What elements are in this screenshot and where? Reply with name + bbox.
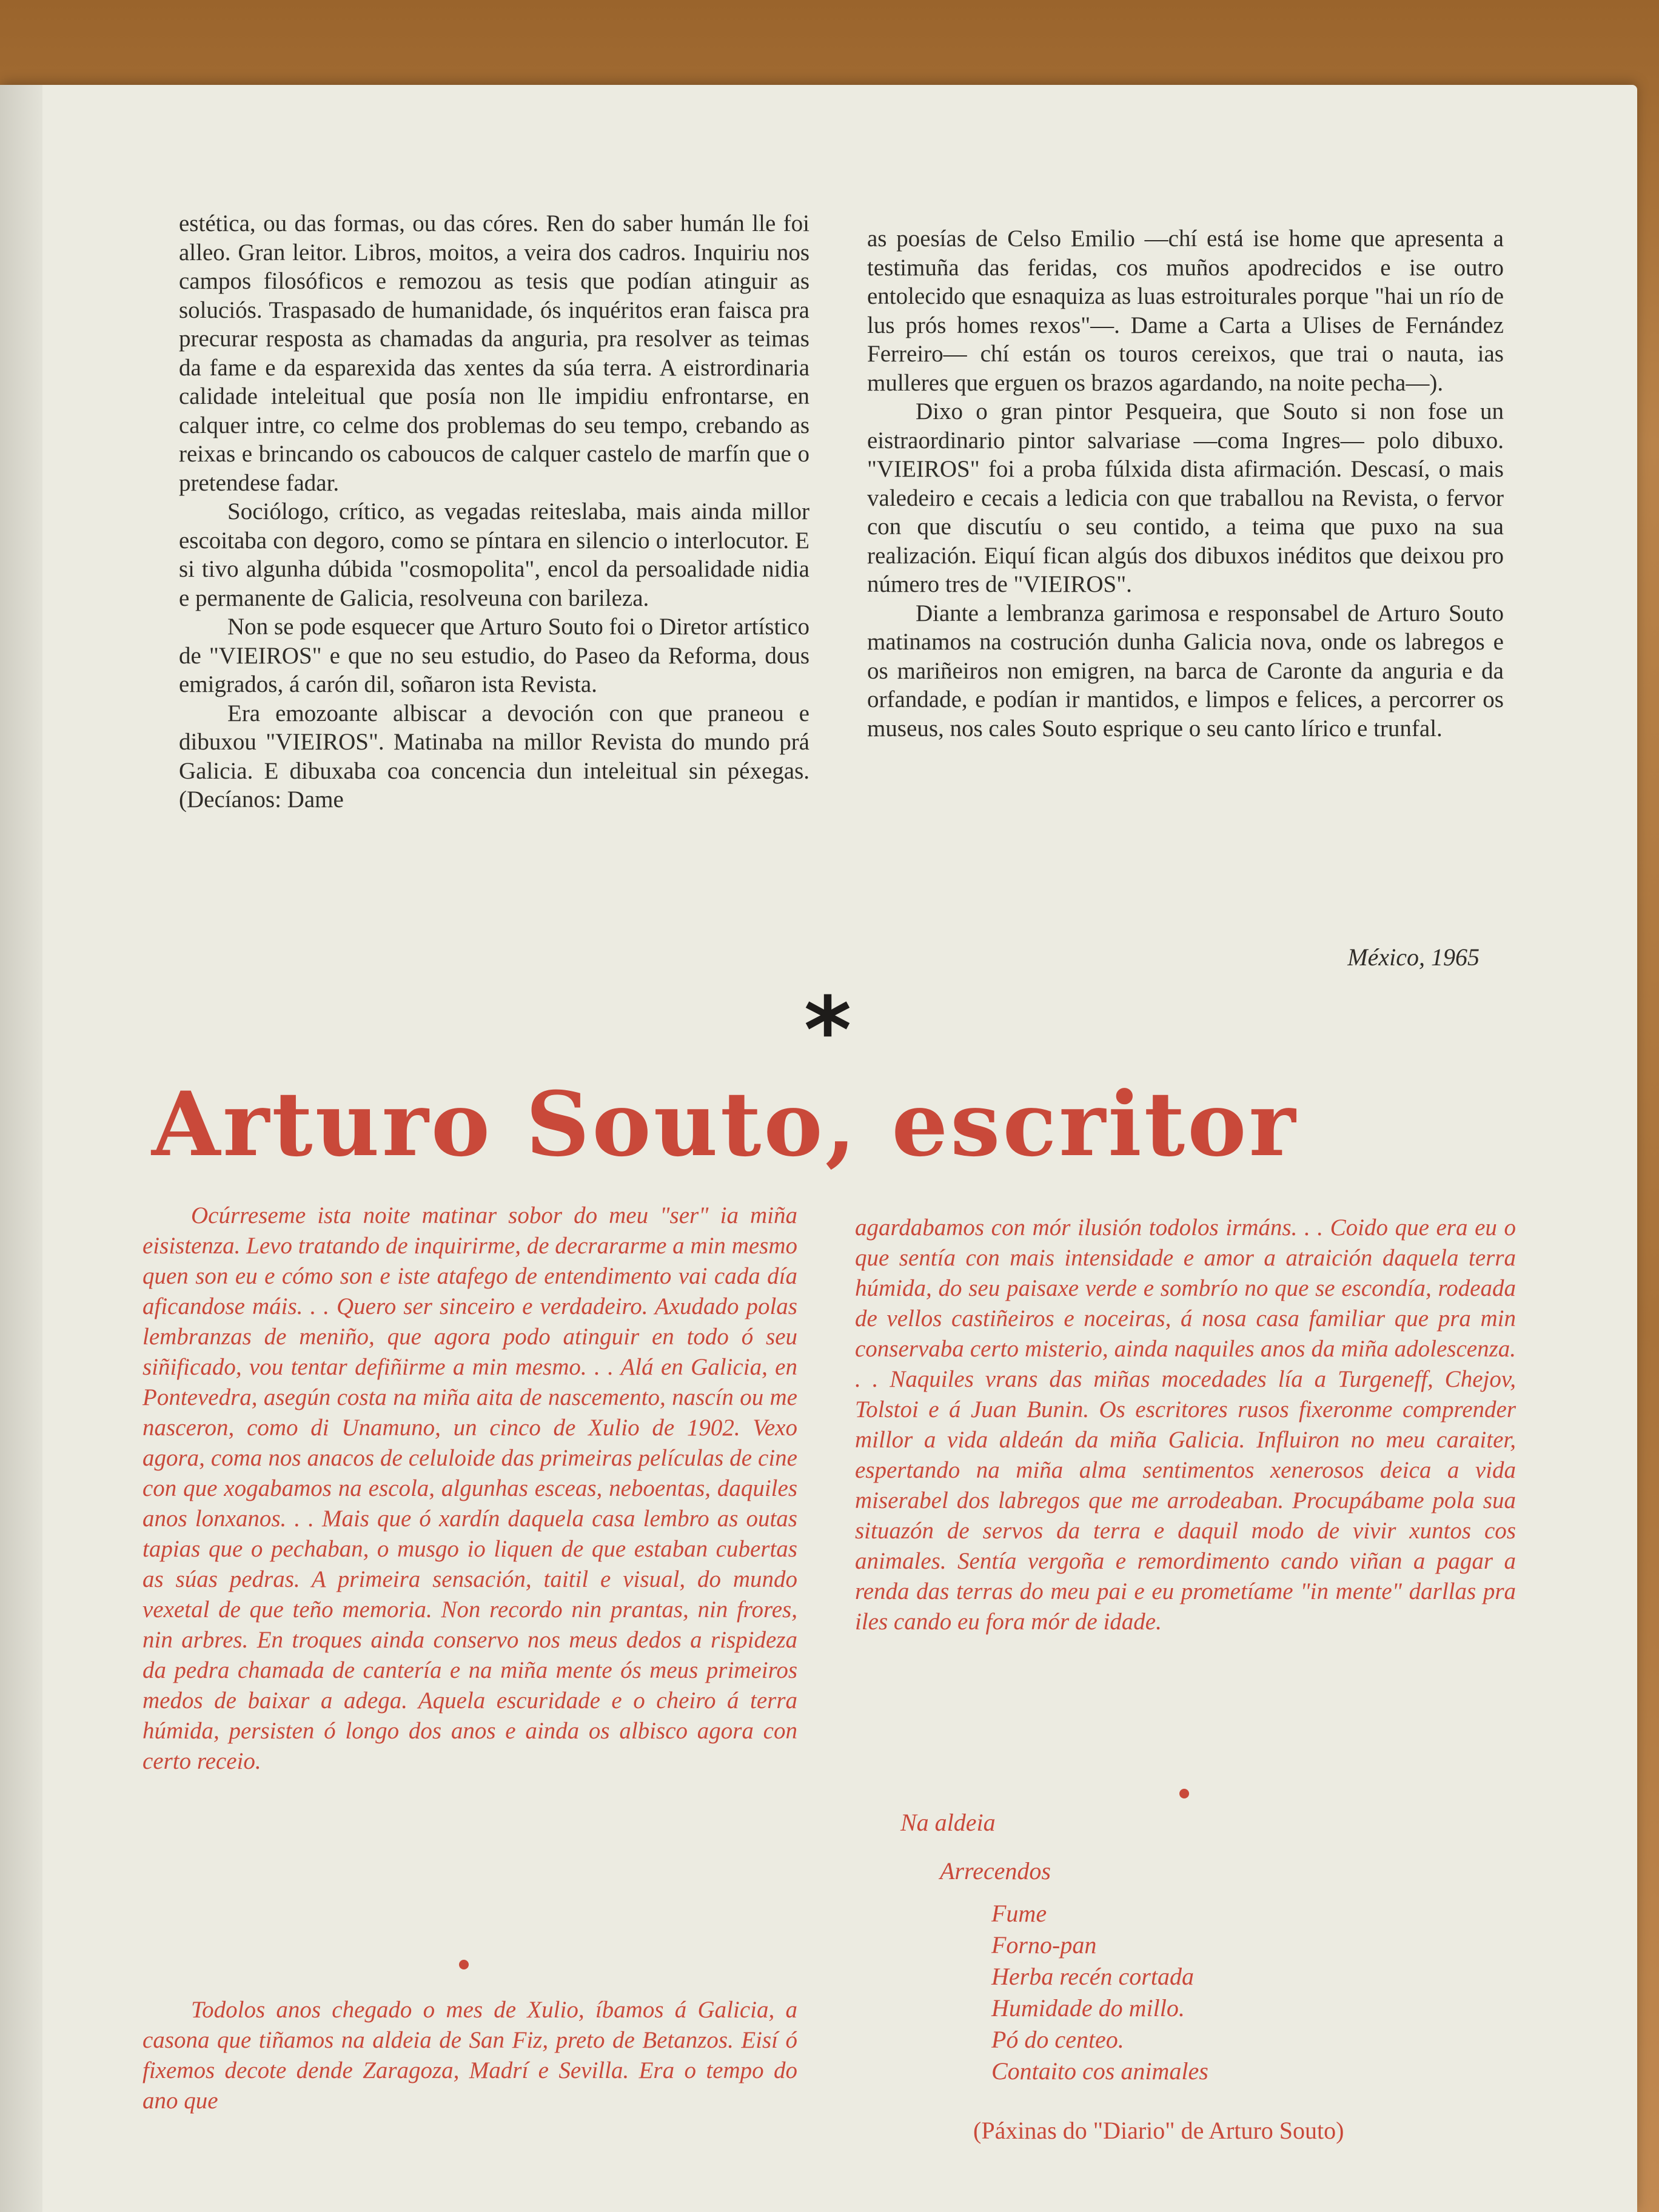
asterisk-separator-icon: * (803, 978, 852, 1084)
diary-column-right (855, 1213, 1516, 1637)
paragraph: agardabamos con mór ilusión todolos irmáns. . . Coido que era eu o que sentía con mais intensidade e amor a atraición daquela terra húmida, do seu paisaxe verde e sombrío no que se escondía, rodeada de vellos castiñeiros e noceiras, á nosa casa familiar que pra min conservaba certo misterio, ainda naquiles anos da miña adolescenza. . . Naquiles vrans das miñas mocedades lía a Turgeneff, Chejov, Tolstoi e á Juan Bunin. Os escritores rusos fixeronme comprender millor a vida aldeán da miña Galicia. Influiron no meu caraiter, espertando na miña alma sentimentos xenerosos deica a vida miserabel dos labregos que me arrodeaban. Procupábame pola sua situazón de servos da terra e daquil modo de vivir xuntos cos animales. Sentía vergoña e remordimento cando viñan a pagar a renda das terras do meu pai e eu prometíame "in mente" darllas pra iles cando eu fora mór de idade. (855, 1215, 1516, 1635)
paragraph: estética, ou das formas, ou das córes. Ren do saber humán lle foi alleo. Gran leitor. Libros, moitos, a veira dos cadros. Inquiriu nos campos filosóficos e remozou as tesis que podían atinguir as soluciós. Traspasado de humanidade, ós inquéritos eran faisca pra precurar resposta as chamadas da anguria, pra resolver as teimas da fame e da esparexida das xentes da súa terra. A eistrordinaria calidade inteleitual que posía non lle impidiu enfrontarse, en calquer intre, co celme dos problemas do seu tempo, crebando as reixas e brincando os caboucos de calquer castelo de marfín que o pretendese fadar. (179, 210, 809, 496)
diary-column-left-lower (142, 1995, 797, 2116)
paragraph: Dixo o gran pintor Pesqueira, que Souto si non fose un eistraordinario pintor salvariase —coma Ingres— polo dibuxo. "VIEIROS" foi a proba fúlxida dista afirmación. Descasí, o mais valedeiro e cecais a ledicia con que traballou na Revista, o fervor con que discutíu o seu contido, a teima que puxo na sua realización. Eiquí fican algús dos dibuxos inéditos que deixou pro número tres de "VIEIROS". (867, 398, 1504, 597)
article-headline: Arturo Souto, escritor (152, 1073, 1298, 1176)
dot-divider-icon (459, 1960, 469, 1969)
poem-subtitle: Arrecendos (940, 1857, 1051, 1885)
paragraph: as poesías de Celso Emilio —chí está ise home que apresenta a testimuña das feridas, cos muños apodrecidos e ise outro entolecido que esnaquiza as luas estroiturales porque "hai un río de lus prós homes rexos"—. Dame a Carta a Ulises de Fernández Ferreiro— chí están os touros cereixos, que trai o nauta, ias mulleres que erguen os brazos agardando, na noite pecha—). (867, 226, 1504, 396)
dot-divider-icon (1179, 1789, 1189, 1798)
poem-line: Fume (991, 1900, 1047, 1927)
paragraph: Non se pode esquecer que Arturo Souto foi o Diretor artístico de "VIEIROS" e que no seu estudio, do Paseo da Reforma, dous emigrados, á carón dil, soñaron ista Revista. (179, 614, 809, 697)
poem-title: Na aldeia (900, 1809, 996, 1836)
place-date: México, 1965 (1347, 943, 1480, 971)
paragraph: Ocúrreseme ista noite matinar sobor do meu "ser" ia miña eisistenza. Levo tratando de inquirirme, de decrararme a min mesmo quen son eu e cómo son e iste atafego de entendimento vai cada día aficandose máis. . . Quero ser sinceiro e verdadeiro. Axudado polas lembranzas de meniño, que agora podo atinguir en todo ó seu siñificado, vou tentar defiñirme a min mesmo. . . Alá en Galicia, en Pontevedra, asegún costa na miña aita de nascemento, nascín ou me nasceron, como di Unamuno, un cinco de Xulio de 1902. Vexo agora, coma nos anacos de celuloide das primeiras películas de cine con que xogabamos na escola, algunhas esceas, neboentas, daquiles anos lonxanos. . . Mais que ó xardín daquela casa lembro as outas tapias que o pechaban, o musgo io liquen de que estaban cubertas as súas pedras. A primeira sensación, taitil e visual, do mundo vexetal de que teño memoria. Non recordo nin prantas, nin frores, nin arbres. En troques ainda conservo nos meus dedos a rispideza da pedra chamada de cantería e na miña mente ós meus primeiros medos de baixar a adega. Aquela escuridade e o cheiro á terra húmida, persisten ó longo dos anos e ainda os albisco agora con certo receio. (142, 1202, 797, 1774)
poem-line: Herba recén cortada (991, 1963, 1194, 1990)
diary-column-left (142, 1201, 797, 1777)
poem-line: Humidade do millo. (991, 1994, 1185, 2022)
source-credit: (Páxinas do "Diario" de Arturo Souto) (973, 2117, 1344, 2144)
poem-lines (991, 1898, 1208, 2087)
poem-line: Contaito cos animales (991, 2057, 1208, 2085)
poem-line: Pó do centeo. (991, 2026, 1124, 2053)
page-gutter (0, 85, 42, 2212)
article-column-top-left (179, 209, 809, 814)
paragraph: Diante a lembranza garimosa e responsabel de Arturo Souto matinamos na costrución dunha Galicia nova, onde os labregos e os mariñeiros non emigren, na barca de Caronte da anguria e da orfandade, e podían ir mantidos, e limpos e felices, a percorrer os museus, nos cales Souto esprique o seu canto lírico e trunfal. (867, 600, 1504, 742)
article-column-top-right (867, 224, 1504, 743)
paragraph: Todolos anos chegado o mes de Xulio, íbamos á Galicia, a casona que tiñamos na aldeia de San Fiz, preto de Betanzos. Eisí ó fixemos decote dende Zaragoza, Madrí e Sevilla. Era o tempo do ano que (142, 1997, 797, 2114)
paragraph: Era emozoante albiscar a devoción con que praneou e dibuxou "VIEIROS". Matinaba na millor Revista do mundo prá Galicia. E dibuxaba coa concencia dun inteleitual sin péxegas. (Decíanos: Dame (179, 700, 809, 813)
poem-line: Forno-pan (991, 1931, 1097, 1959)
paragraph: Sociólogo, crítico, as vegadas reiteslaba, mais ainda millor escoitaba con degoro, como se píntara en silencio o interlocutor. E si tivo algunha dúbida "cosmopolita", encol da persoalidade nidia e permanente de Galicia, resolveuna con barileza. (179, 498, 809, 611)
